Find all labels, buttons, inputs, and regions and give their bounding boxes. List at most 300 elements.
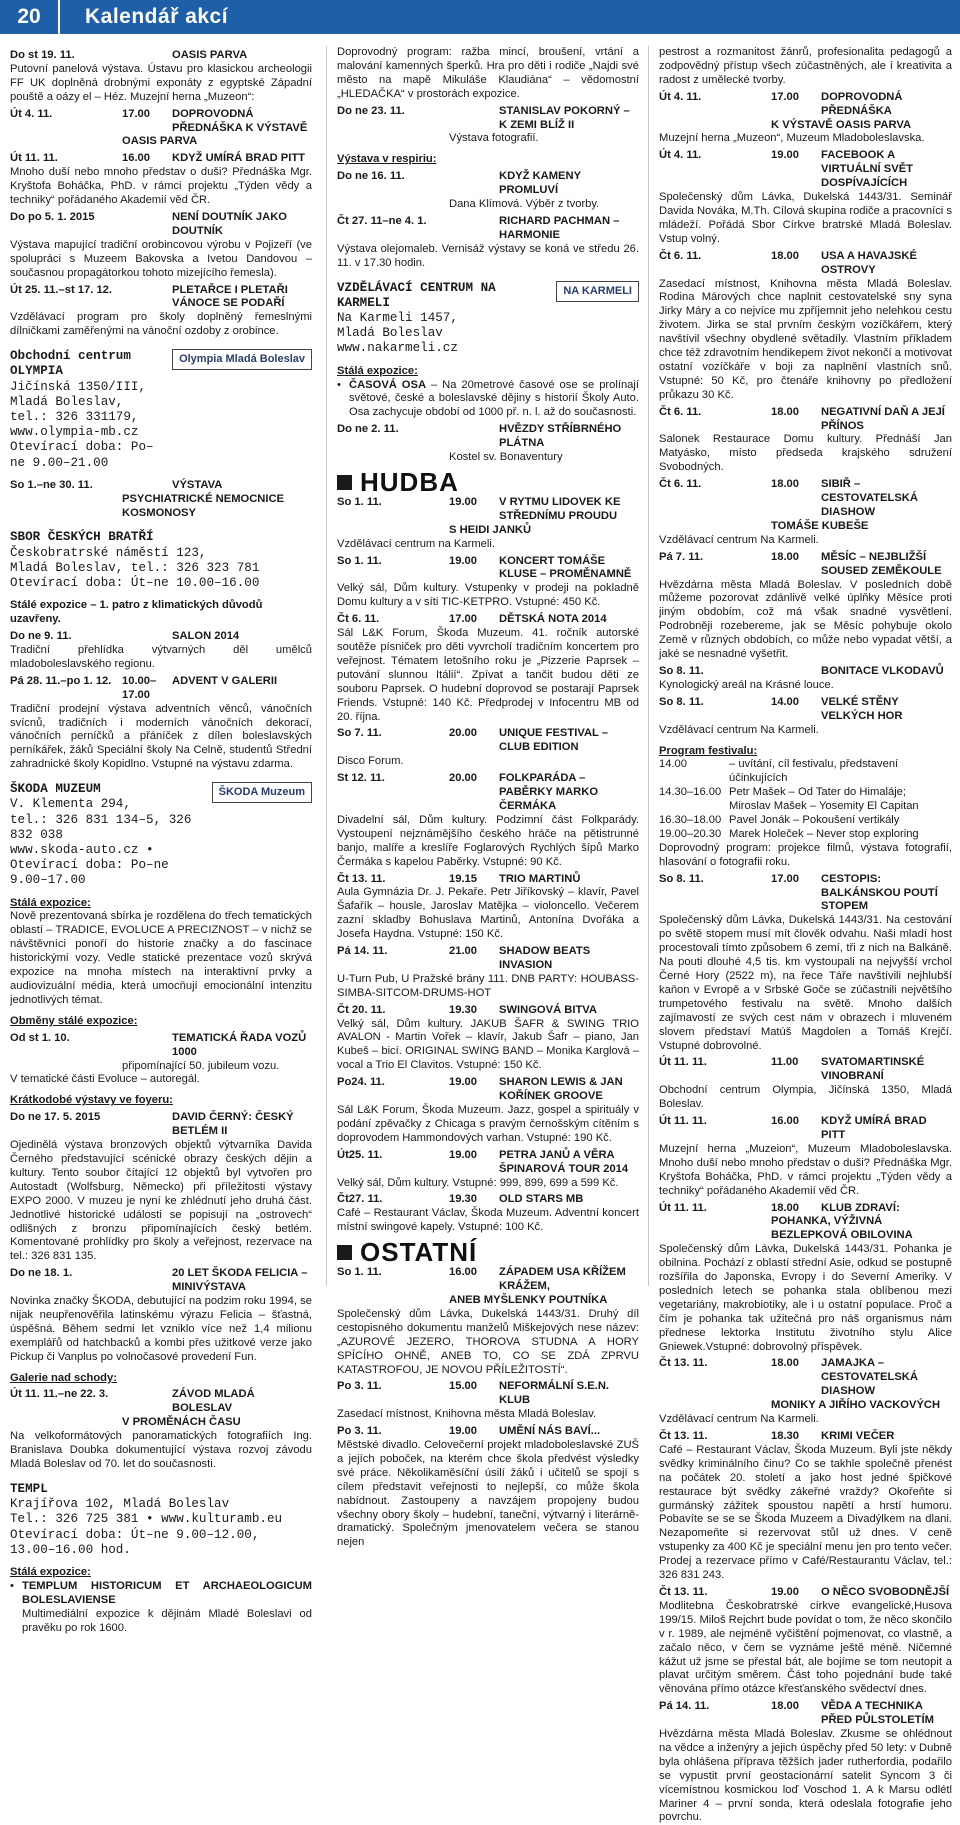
event-title: OLD STARS MB bbox=[499, 1193, 584, 1206]
event-title-continued: S HEIDI JANKŮ bbox=[449, 523, 532, 536]
event-title: BONITACE VLKODAVŮ bbox=[821, 664, 944, 677]
event-time: 19.30 bbox=[449, 1003, 477, 1016]
event-date: So 8. 11. bbox=[659, 872, 704, 885]
section-heading bbox=[337, 466, 639, 497]
event-title: VĚDA A TECHNIKA PŘED PŮLSTOLETÍM bbox=[821, 1700, 934, 1727]
event-row bbox=[10, 630, 312, 644]
event-row bbox=[337, 1076, 639, 1104]
event-date: So 1. 11. bbox=[337, 495, 382, 508]
bullet-dot: • bbox=[10, 1579, 14, 1592]
event-row bbox=[337, 496, 639, 524]
venue-line: Tel.: 326 725 381 • www.kulturamb.eu bbox=[10, 1512, 283, 1527]
venue-line: Otevírací doba: Út–ne 10.00–16.00 bbox=[10, 576, 260, 591]
event-title-continued: MONIKY A JIŘÍHO VACKOVÝCH bbox=[771, 1399, 941, 1412]
event-date: Čt 20. 11. bbox=[337, 1003, 386, 1016]
event-date: So 7. 11. bbox=[337, 727, 382, 740]
event-time bbox=[122, 49, 172, 63]
notice-text: Stálé expozice – 1. patro z klimatických důvodů uzavřeny. bbox=[10, 599, 263, 626]
event-title: ZÁVOD MLADÁ BOLESLAV bbox=[172, 1388, 255, 1415]
event-time: 15.00 bbox=[449, 1380, 477, 1393]
event-time: 16.00 bbox=[122, 152, 150, 165]
venue-line: Českobratrské náměstí 123, bbox=[10, 545, 207, 560]
event-description: Zasedací místnost, Knihovna města Mladá Boleslav. Rodina Márových chce naplnit cestovatelské sny syna Jirky Máry a co nejvíce mu zpříjemnit jeho nelehkou cestu životem. Jirka se stal prvním českým vozíčkářem, který navštívil všechny obydlené světadíly. Vlastním příkladem chce též zdravotním hendikepem život nekončí a motivovat ostatní vozíčkáře v boji za naplnění vlastních snů. Vstupné: 50 Kč, pro čtenáře knihovny po předložení průkazu 30 Kč. bbox=[659, 277, 952, 401]
event-description: Společenský dům Lávka, Dukelská 1443/31. Pohanka je obilnina. Pochází z oblastí střední Asie, odkud se postupně rozšířila do Japonska, Evropy i do Severní Ameriky. V posledních letech se pohanka stala oblíbenou mezi vegetariány, makrobiotiky, ale i u ostatní populace. Proč a čím je pohanka tak užitečná pro náš organismus nám přednese lektorka Institutu životního stylu Alice Gniewek.Vstupné: dobrovolný příspěvek. bbox=[659, 1243, 952, 1353]
event-row bbox=[337, 170, 639, 198]
event-title: TEMATICKÁ ŘADA VOZŮ 1000 bbox=[172, 1031, 307, 1058]
event-time bbox=[449, 423, 499, 451]
event-title: FACEBOOK A VIRTUÁLNÍ SVĚT DOSPÍVAJÍCÍCH bbox=[821, 149, 913, 190]
event-title: NEFORMÁLNÍ S.E.N. KLUB bbox=[499, 1380, 610, 1407]
event-row bbox=[659, 1700, 952, 1728]
venue-name: SBOR ČESKÝCH BRATŘÍ bbox=[10, 530, 154, 545]
section-label: HUDBA bbox=[360, 466, 459, 497]
event-description: Výstava olejomaleb. Vernisáž výstavy se koná ve středu 26. 11. v 17.30 hodin. bbox=[337, 242, 639, 269]
event-time: 19.00 bbox=[449, 1148, 477, 1161]
event-time: 19.00 bbox=[449, 1425, 477, 1438]
event-description: Sál L&K Forum, Škoda Muzeum. Jazz, gospel a spirituály v podání zpěvačky z Chicaga s pravým černošským cítěním s doprovodem Hammondových varhan. Vstupné: 190 Kč. bbox=[337, 1104, 639, 1144]
event-title: KDYŽ UMÍRÁ BRAD PITT bbox=[821, 1115, 927, 1141]
bullet-dot: • bbox=[337, 378, 341, 391]
program-row bbox=[659, 814, 952, 828]
section-subheading: Galerie nad schody: bbox=[10, 1371, 117, 1384]
event-row bbox=[10, 1388, 312, 1416]
event-time bbox=[449, 215, 499, 243]
event-row bbox=[659, 149, 952, 191]
event-title: NENÍ DOUTNÍK JAKO DOUTNÍK bbox=[172, 210, 287, 237]
event-description: Společenský dům Lávka, Dukelská 1443/31. Na cestování po světě stopem musí mít člověk odvahu. Naši mladí host procestovali tímto způsobem 6 zemí, tři z nich na Balkáně. Na pouti dlouhé 4,5 tis. km vystoupali na nejvyšší vrchol Černé Hory (2522 m), na řece Táře navštívili nejhlubší kaňon v Evropě a v Srbské Goče se zúčastnili největšího trumpetového festivalu na světě. Mnoho dalších zajímavostí ze svých cest nám v obrazech i mluveném slovem představí Matúš Magdolen a Tomáš Krejčí. Vstupné dobrovolné. bbox=[659, 914, 952, 1052]
event-description: Tradiční prodejní výstava adventních věnců, vánočních svícnů, tradičních i moderních vánočních dekorací, vánočních perníčků a přáníček z dílen boleslavských perníkářek, žáků Speciální školy Na Celně, studentů Střední zahradnické školy Kopidlno. Vstupné na výstavu zdarma. bbox=[10, 702, 312, 771]
event-title-continued: POHANKA, VÝŽIVNÁ BEZLEPKOVÁ OBILOVINA bbox=[771, 1215, 913, 1242]
event-date: Do st 19. 11. bbox=[10, 49, 75, 61]
event-row bbox=[10, 675, 312, 703]
event-row bbox=[659, 1586, 952, 1600]
event-description: Nově prezentovaná sbírka je rozdělena do třech tematických oblastí – TRADICE, EVOLUCE A PRECIZNOST – v nichž se návštěvníci ponoří do historie značky a do fascinace historickými vozy. Vedle statické prezentace vozů skrývá expozice na mnoha místech na interaktivní prvky a audiovizuální média, která umocňují emocionální intenzitu jednotlivých témat. bbox=[10, 910, 312, 1006]
event-date: Po 3. 11. bbox=[337, 1380, 382, 1393]
event-title: KDYŽ UMÍRÁ BRAD PITT bbox=[172, 152, 305, 165]
event-title: NEGATIVNÍ DAŇ A JEJÍ PŘÍNOS bbox=[821, 405, 945, 432]
program-time: 16.30–18.00 bbox=[659, 814, 722, 827]
event-date: Út 25. 11.–st 17. 12. bbox=[10, 283, 112, 296]
event-date: Čt 13. 11. bbox=[659, 1430, 708, 1442]
event-row bbox=[10, 152, 312, 166]
event-row bbox=[337, 423, 639, 451]
event-date: Po 3. 11. bbox=[337, 1425, 382, 1438]
event-date: Čt 6. 11. bbox=[659, 249, 702, 262]
event-title: SWINGOVÁ BITVA bbox=[499, 1003, 597, 1016]
event-row bbox=[659, 696, 952, 724]
bullet-text: – Na 20metrové časové ose se prolínají světové, české a boleslavské dějiny s historií Školy Auto. Osa zachycuje období od 1000 př. n. l. až do současnosti. bbox=[349, 378, 640, 419]
venue-logo: Olympia Mladá Boleslav bbox=[172, 349, 312, 370]
event-date: Út 11. 11. bbox=[659, 1056, 707, 1069]
venue-block bbox=[337, 281, 639, 357]
venue-line: Krajířova 102, Mladá Boleslav bbox=[10, 1497, 230, 1512]
event-title: TRIO MARTINŮ bbox=[499, 872, 581, 885]
event-title-continued: V PROMĚNÁCH ČASU bbox=[122, 1416, 241, 1429]
event-time: 17.00 bbox=[771, 90, 799, 103]
event-description: Vzdělávací centrum Na Karmeli. bbox=[659, 1413, 819, 1426]
event-time: 16.00 bbox=[449, 1266, 477, 1279]
event-date: Čt 13. 11. bbox=[659, 1585, 708, 1598]
event-date: Čt 27. 11–ne 4. 1. bbox=[337, 214, 427, 227]
event-row bbox=[659, 665, 952, 679]
venue-block bbox=[10, 782, 312, 888]
venue-name: TEMPL bbox=[10, 1481, 48, 1496]
section-subheading: Krátkodobé výstavy ve foyeru: bbox=[10, 1094, 173, 1107]
event-row bbox=[10, 1032, 312, 1060]
section-label: OSTATNÍ bbox=[360, 1236, 478, 1267]
column-middle bbox=[337, 46, 640, 1549]
event-description: Muzejní herna „Muzeon“, Muzeum Mladoboleslavska. bbox=[659, 132, 925, 145]
event-row bbox=[337, 1149, 639, 1177]
program-item: – uvítání, cíl festivalu, představení účinkujících bbox=[729, 758, 899, 785]
venue-line: www.skoda-auto.cz • Otevírací doba: Po–ne 9.00–17.00 bbox=[10, 842, 169, 888]
program-item: Petr Mašek – Od Tater do Himaláje; bbox=[729, 786, 907, 799]
section-square bbox=[337, 475, 352, 490]
event-time: 18.00 bbox=[771, 1700, 799, 1713]
event-title: SVATOMARTINSKÉ VINOBRANÍ bbox=[821, 1056, 925, 1083]
event-date: Pá 28. 11.–po 1. 12. bbox=[10, 674, 112, 687]
event-description: Obchodní centrum Olympia, Jičínská 1350, Mladá Boleslav. bbox=[659, 1084, 952, 1111]
event-title-continued: TOMÁŠE KUBEŠE bbox=[771, 519, 869, 532]
section-subheading: Obměny stálé expozice: bbox=[10, 1014, 138, 1027]
event-description: Mnoho duší nebo mnoho představ o duši? Přednáška Mgr. Kryštofa Boháčka, PhD. v rámci projektu „Týden vědy a techniky“ pořádaného Akademií věd ČR. bbox=[10, 166, 312, 207]
event-row bbox=[659, 1115, 952, 1143]
event-row bbox=[337, 215, 639, 243]
section-heading bbox=[337, 1236, 639, 1267]
section-subheading: Stálá expozice: bbox=[10, 1565, 91, 1578]
event-time bbox=[449, 105, 499, 133]
event-date: Čt 6. 11. bbox=[659, 478, 702, 491]
venue-line: Jičínská 1350/III, Mladá Boleslav, bbox=[10, 379, 147, 409]
event-description: Café – Restaurant Václav, Škoda Muzeum. Byli jste někdy svědky kriminálního činu? Co se takhle společně přenést na počátek 20. století a jako host jedné špičkové restaurace být svědky zákeřné vraždy? Okořeňte si gurmánský zážitek spoustou napětí a hrstí humoru. Pobavíte se se se Škoda Muzeem a Divadýlkem na dlani. Nezapomeňte si rezervovat stůl už dnes. V ceně vstupenky za 400 Kč je speciální menu jen pro tento večer. Prodej a rezervace přímo v Café/Restaurantu Václav, tel.: 326 831 243. bbox=[659, 1443, 952, 1582]
section-subheading: Stálá expozice: bbox=[337, 364, 418, 377]
event-date: Do ne 17. 5. 2015 bbox=[10, 1111, 101, 1124]
venue-line: V. Klementa 294, bbox=[10, 797, 131, 812]
event-time: 21.00 bbox=[449, 945, 477, 958]
event-time bbox=[122, 1032, 172, 1060]
event-description: U-Turn Pub, U Pražské brány 111. DNB PARTY: HOUBASS-SIMBA-SITCOM-DRUMS-HOT bbox=[337, 972, 639, 999]
event-subtitle: Kostel sv. Bonaventury bbox=[449, 451, 563, 464]
event-row bbox=[659, 873, 952, 915]
event-title: VELKÉ STĚNY VELKÝCH HOR bbox=[821, 695, 903, 722]
bullet-item bbox=[337, 379, 639, 421]
event-title: UMĚNÍ NÁS BAVÍ... bbox=[499, 1425, 601, 1438]
page-title: Kalendář akcí bbox=[85, 5, 229, 28]
event-time: 19.00 bbox=[449, 1076, 477, 1089]
event-title: PETRA JANŮ A VĚRA ŠPINAROVÁ TOUR 2014 bbox=[499, 1148, 629, 1175]
event-row bbox=[659, 1357, 952, 1399]
event-description: Vzdělávací centrum Na Karmeli. bbox=[659, 723, 819, 736]
venue-line: Mladá Boleslav bbox=[337, 326, 443, 341]
event-row bbox=[659, 1056, 952, 1084]
event-date: Út25. 11. bbox=[337, 1148, 383, 1161]
venue-block bbox=[10, 530, 312, 591]
event-time: 19.15 bbox=[449, 872, 477, 885]
event-time: 18.00 bbox=[771, 1357, 799, 1370]
event-row bbox=[659, 406, 952, 434]
program-item: Pavel Jonák – Pokoušení vertikály bbox=[729, 814, 900, 827]
event-date: Čt 6. 11. bbox=[659, 405, 702, 418]
event-title: JAMAJKA – CESTOVATELSKÁ DIASHOW bbox=[821, 1357, 918, 1398]
event-description: Café – Restaurant Václav, Škoda Muzeum. Adventní koncert místní swingové kapely. Vstupné: 100 Kč. bbox=[337, 1207, 639, 1234]
event-date: Do ne 2. 11. bbox=[337, 423, 399, 436]
event-time: 19.00 bbox=[449, 554, 477, 567]
event-row bbox=[10, 479, 312, 493]
event-description: Divadelní sál, Dům kultury. Podzimní část Folkparády. Vystoupení nejznámějšího českého hráče na pětistrunné banjo, malíře a kreslíře Foglarových Rychlých šípů Marko Čermáka s kapelou Paběrky. Vstupné: 90 Kč. bbox=[337, 813, 639, 868]
event-date: Čt 13. 11. bbox=[659, 1357, 708, 1370]
event-time: 18.00 bbox=[771, 405, 799, 418]
event-title: KONCERT TOMÁŠE KLUSE – PROMĚNAMNĚ bbox=[499, 554, 632, 581]
event-time bbox=[122, 1111, 172, 1139]
bullet-item bbox=[10, 1580, 312, 1636]
bullet-title: TEMPLUM HISTORICUM ET ARCHAEOLOGICUM BOLESLAVIENSE bbox=[22, 1579, 312, 1606]
event-date: Út 11. 11. bbox=[659, 1201, 707, 1214]
event-row bbox=[337, 727, 639, 755]
column-divider bbox=[326, 46, 327, 1286]
event-date: Pá 7. 11. bbox=[659, 550, 704, 563]
event-time bbox=[771, 665, 821, 679]
event-description: Společenský dům Lávka, Dukelská 1443/31. Druhý díl cestopisného dokumentu manželů Miškejových nese název: „AZUROVÉ JEZERO, THOROVA STUDNA A HORY SPÍCÍHO OHNĚ, ANEB TO, CO SE ZDÁ ZPRVU KATASTROFOU, JE NOVOU PŘÍLEŽITOSTÍ“. bbox=[337, 1307, 639, 1376]
event-description: Vzdělávací centrum Na Karmeli. bbox=[659, 533, 819, 546]
event-description: Novinka značky ŠKODA, debutující na podzim roku 1994, se nijak neupřenověřila latinskému výrazu Felicia – šťastná, úspěšná. Během sedmi let vzniklo více než 1,4 milionu exemplářů od hatchbacků a kombi přes užitkové verze jako Pickup či Vanplus po volnočasové provedení Fun. bbox=[10, 1295, 312, 1363]
event-date: So 8. 11. bbox=[659, 664, 704, 677]
event-description: Ojedinělá výstava bronzových objektů výtvarníka Davida Černého představující scénické obrazy českých dějin a kultury. Tento soubor čítající 12 objektů byl vytvořen pro Autostadt (Wolfsburg, Německo) při příležitosti výstavy EXPO 2000. V muzeu je nyní ke zhlédnutí jeho druhá část. Jednotlivé historické události se popisují na „ostrovech“ odlišných z bronzu připomínajících český betlém. Komentované prohlídky pro školy a veřejnost, rezervace na tel.: 326 831 135. bbox=[10, 1139, 312, 1263]
event-description: Modlitebna Českobratrské církve evangelické,Husova 199/15. Miloš Rejchrt bude povídat o tom, že něco skončilo v r. 1989, ale nejméně vyčištění pojmenovat, co vlastně, a začalo něco, v čem se vyznáme ještě méně. Ničemné kážut už jsme se přestal bát, ale bojíme se tom neutopit a plavat určitým směrem. Část toho pojednání bude také věnována přímo otázce křesťanského svědectví dnes. bbox=[659, 1599, 952, 1696]
event-time: 17.00 bbox=[122, 107, 150, 120]
event-description: Velký sál, Dům kultury. JAKUB ŠAFR & SWING TRIO AVALON - Martin Vořek – klavír, Jakub Šafr – piano, Jan Kubeš – bicí. ORIGINAL SWING BAND – Monika Karglová – vocal a Trio El Clavitos. Vstupné: 150 Kč. bbox=[337, 1017, 639, 1072]
event-date: St 12. 11. bbox=[337, 772, 385, 785]
venue-line: Mladá Boleslav, tel.: 326 323 781 bbox=[10, 560, 260, 575]
event-title: O NĚCO SVOBODNĚJŠÍ bbox=[821, 1585, 950, 1598]
column-left bbox=[10, 46, 312, 1634]
event-time bbox=[122, 284, 172, 312]
program-time: 19.00–20.30 bbox=[659, 827, 722, 840]
event-title: DOPROVODNÁ PŘEDNÁŠKA bbox=[821, 90, 903, 117]
event-title: MĚSÍC – NEJBLIŽŠÍ SOUSED ZEMĚKOULE bbox=[821, 550, 942, 577]
program-time bbox=[659, 800, 729, 814]
event-row bbox=[337, 555, 639, 583]
program-item: Miroslav Mašek – Yosemity El Capitan bbox=[729, 800, 919, 813]
event-title: FOLKPARÁDA – PABĚRKY MARKO ČERMÁKA bbox=[499, 772, 599, 812]
event-description: Společenský dům Lávka, Dukelská 1443/31. Seminář Davida Nováka, M.Th. Cílová skupina rodiče a pracovníci s mládeží. Pořádá Sbor Církve bratrské Mladá Boleslav. Vstup volný. bbox=[659, 191, 952, 245]
event-row bbox=[337, 772, 639, 814]
section-square bbox=[337, 1245, 352, 1260]
event-row bbox=[10, 49, 312, 63]
event-row bbox=[337, 1193, 639, 1207]
event-date: Út 4. 11. bbox=[659, 149, 702, 162]
event-description: Hvězdárna města Mladá Boleslav. Zkusme se ohlédnout na vědce a inženýry a jejich úspěchy před 50 lety: v Dubně byla ohlášena příprava těžších jader rutherfordia, podařilo se vypustit první geostacionární satelit Syncom 3 či vícemístnou kosmickou loď Voschod 1. A k Marsu odlétl Mariner 4 – první sonda, která odeslala fotografie jeho povrchu. bbox=[659, 1728, 952, 1824]
event-row bbox=[337, 1425, 639, 1439]
event-row bbox=[659, 478, 952, 520]
event-date: Do ne 23. 11. bbox=[337, 104, 405, 117]
event-description: Vzdělávací centrum na Karmeli. bbox=[337, 537, 495, 550]
event-description: Doprovodný program: projekce filmů, výstava fotografií, hlasování o fotografii roku. bbox=[659, 841, 952, 868]
event-title: ADVENT V GALERII bbox=[172, 674, 278, 687]
venue-name: Obchodní centrum OLYMPIA bbox=[10, 349, 131, 379]
event-title: KRIMI VEČER bbox=[821, 1430, 895, 1442]
event-row bbox=[659, 551, 952, 579]
event-title: DAVID ČERNÝ: ČESKÝ BETLÉM II bbox=[172, 1111, 294, 1138]
event-time: 19.00 bbox=[771, 149, 799, 162]
section-subheading: Program festivalu: bbox=[659, 744, 758, 757]
event-time bbox=[122, 211, 172, 239]
venue-line: www.nakarmeli.cz bbox=[337, 341, 458, 356]
event-description: V tematické části Evoluce – autoregál. bbox=[10, 1073, 200, 1086]
event-subtitle: Dana Klímová. Výběr z tvorby. bbox=[449, 198, 600, 211]
event-row bbox=[337, 1266, 639, 1294]
column-divider bbox=[648, 46, 649, 1286]
event-time: 16.00 bbox=[771, 1115, 799, 1128]
venue-line: Otevírací doba: Po–ne 9.00–21.00 bbox=[10, 440, 154, 470]
event-description: Velký sál, Dům kultury. Vstupenky v prodeji na pokladně Domu kultury a v síti TIC-KETPRO. Vstupné: 450 Kč. bbox=[337, 582, 639, 609]
event-description: Kynologický areál na Krásné louce. bbox=[659, 678, 834, 691]
event-row bbox=[659, 250, 952, 278]
event-description: Tradiční přehlídka výtvarných děl umělců mladoboleslavského regionu. bbox=[10, 644, 312, 670]
event-date: Čt 13. 11. bbox=[337, 872, 386, 885]
event-date: So 1.–ne 30. 11. bbox=[10, 478, 93, 491]
event-time: 18.30 bbox=[771, 1430, 799, 1442]
venue-name: ŠKODA MUZEUM bbox=[10, 782, 101, 797]
event-description: Salonek Restaurace Domu kultury. Přednáší Jan Matyásko, místo předseda krajského sdružení Svobodných. bbox=[659, 433, 952, 474]
venue-logo: NA KARMELI bbox=[556, 281, 639, 302]
event-row bbox=[10, 108, 312, 136]
event-row bbox=[337, 1380, 639, 1408]
event-time: 20.00 bbox=[449, 772, 477, 785]
event-title: UNIQUE FESTIVAL – CLUB EDITION bbox=[499, 727, 608, 754]
event-date: Po24. 11. bbox=[337, 1076, 385, 1089]
event-description: Zasedací místnost, Knihovna města Mladá Boleslav. bbox=[337, 1408, 597, 1421]
event-title-continued: OASIS PARVA bbox=[122, 135, 198, 148]
event-time bbox=[122, 479, 172, 493]
event-time: 10.00–17.00 bbox=[122, 674, 157, 701]
venue-logo: ŠKODA Muzeum bbox=[212, 782, 312, 803]
event-description: Hvězdárna města Mladá Boleslav. V posledních době můžeme pozorovat zdánlivě velké úplňky Měsíce proti jiným obdobím, což má však snadné vysvětlení. Podrobněji rozebereme, jak se Měsíc pohybuje okolo Země v různých obdobích, co může nebo vypadat větší, a jaké se nesnadné vyšetřit. bbox=[659, 578, 952, 661]
event-time: 18.00 bbox=[771, 249, 799, 262]
event-date: Čt 6. 11. bbox=[337, 613, 380, 626]
venue-block bbox=[10, 349, 312, 471]
event-date: Do ne 18. 1. bbox=[10, 1267, 73, 1280]
event-title: VÝSTAVA bbox=[172, 478, 223, 491]
event-date: Pá 14. 11. bbox=[337, 945, 388, 958]
program-row bbox=[659, 800, 952, 814]
event-date: Út 11. 11. bbox=[659, 1115, 707, 1128]
event-title: SIBIŘ – CESTOVATELSKÁ DIASHOW bbox=[821, 478, 918, 518]
program-item: Marek Holeček – Never stop exploring bbox=[729, 827, 919, 840]
event-title: SHADOW BEATS INVASION bbox=[499, 945, 591, 971]
event-time bbox=[122, 1267, 172, 1295]
event-title-continued: ANEB MYŠLENKY POUTNÍKA bbox=[449, 1293, 608, 1306]
program-row bbox=[659, 758, 952, 786]
event-row bbox=[10, 1111, 312, 1139]
event-time: 18.00 bbox=[771, 550, 799, 563]
event-time bbox=[122, 630, 172, 644]
program-row bbox=[659, 828, 952, 842]
event-date: Út 11. 11.–ne 22. 3. bbox=[10, 1388, 109, 1401]
venue-name: VZDĚLÁVACÍ CENTRUM NA KARMELI bbox=[337, 280, 496, 310]
event-date: Út 11. 11. bbox=[10, 152, 58, 165]
column-right bbox=[659, 46, 952, 1824]
event-title-continued: PSYCHIATRICKÉ NEMOCNICE KOSMONOSY bbox=[122, 492, 285, 519]
event-row bbox=[10, 211, 312, 239]
event-description: Vzdělávací program pro školy doplněný řemeslnými dílničkami zaměřenými na vánoční ozdoby z orobince. bbox=[10, 311, 312, 338]
event-title: ZÁPADEM USA KŘÍŽEM KRÁŽEM, bbox=[499, 1266, 626, 1293]
event-title: HVĚZDY STŘÍBRNÉHO PLÁTNA bbox=[499, 423, 622, 450]
venue-block bbox=[10, 1482, 312, 1558]
event-date: Út 4. 11. bbox=[10, 107, 53, 120]
program-time: 14.00 bbox=[659, 758, 687, 771]
event-subtitle: Výstava fotografií. bbox=[449, 132, 539, 145]
event-description: Putovní panelová výstava. Ústavu pro klasickou archeologii FF UK doplněná drobnými exponáty z egyptské Západní pouště a oázy el – Héz. Muzejní herna „Muzeon“: bbox=[10, 62, 312, 103]
event-title: SALON 2014 bbox=[172, 630, 240, 643]
event-title: DOPROVODNÁ PŘEDNÁŠKA K VÝSTAVĚ bbox=[172, 107, 308, 134]
event-date: Do po 5. 1. 2015 bbox=[10, 210, 95, 223]
event-title: PLETAŘCE I PLETAŘI VÁNOCE SE PODAŘÍ bbox=[172, 283, 288, 310]
event-row bbox=[659, 1202, 952, 1216]
event-title: CESTOPIS: BALKÁNSKOU POUTÍ STOPEM bbox=[821, 872, 938, 913]
event-title: USA A HAVAJSKÉ OSTROVY bbox=[821, 249, 917, 276]
event-time: 18.00 bbox=[771, 1201, 799, 1214]
event-date: Do ne 9. 11. bbox=[10, 630, 72, 643]
event-description: Výstava mapující tradiční orobincovou výrobu v Pojizeří (ve spolupráci s Muzeem Bakovska a Ivetou Dandovou – současnou propagátorkou tohoto mizejícího řemesla). bbox=[10, 238, 312, 279]
page-number: 20 bbox=[0, 0, 60, 34]
event-time bbox=[122, 1388, 172, 1416]
bullet-text: Multimediální expozice k dějinám Mladé Boleslavi od pravěku po rok 1600. bbox=[22, 1607, 312, 1634]
event-time bbox=[449, 170, 499, 198]
event-time: 14.00 bbox=[771, 695, 799, 708]
event-time: 17.00 bbox=[449, 613, 477, 626]
program-row bbox=[659, 786, 952, 800]
venue-line: Otevírací doba: Út–ne 9.00–12.00, 13.00–16.00 hod. bbox=[10, 1527, 260, 1557]
event-row bbox=[337, 873, 639, 887]
venue-line: Na Karmeli 1457, bbox=[337, 311, 458, 325]
event-time: 17.00 bbox=[771, 872, 799, 885]
event-date: So 8. 11. bbox=[659, 695, 704, 708]
event-row bbox=[337, 105, 639, 133]
section-subheading: Stálá expozice: bbox=[10, 896, 91, 909]
event-title: OASIS PARVA bbox=[172, 49, 248, 61]
section-subheading: Výstava v respiriu: bbox=[337, 153, 437, 166]
event-description: Disco Forum. bbox=[337, 755, 404, 768]
event-description: Sál L&K Forum, Škoda Muzeum. 41. ročník autorské soutěže písniček pro děti vyvrcholí tradičním koncertem pro veřejnost. Tématem letošního roku je „Pizzerie Paprsek – putování slunnou Itálií“. Zpívat a tančit budou děti ze souboru Paprsek. O hudební doprovod se postarají Paprsek Friends. Vstupné: 140 Kč. Předprodej v Infocentru MB od 20. října. bbox=[337, 627, 639, 723]
event-date: Čt27. 11. bbox=[337, 1193, 383, 1206]
event-title: V RYTMU LIDOVEK KE STŘEDNÍMU PROUDU bbox=[499, 495, 621, 522]
event-row bbox=[337, 613, 639, 627]
event-row bbox=[659, 1430, 952, 1444]
event-description: Aula Gymnázia Dr. J. Pekaře. Petr Jiříkovský – klavír, Pavel Šafařík – housle, Jaroslav Matějka – violoncello. Večerem zazní skladby Bohuslava Martinů, Antonína Dvořáka a Josefa Haydna. Vstupné: 150 Kč. bbox=[337, 886, 639, 941]
event-date: So 1. 11. bbox=[337, 554, 382, 567]
event-date: So 1. 11. bbox=[337, 1266, 382, 1279]
event-row bbox=[10, 1267, 312, 1295]
event-date: Od st 1. 10. bbox=[10, 1031, 70, 1044]
event-time: 19.00 bbox=[771, 1585, 799, 1598]
event-date: Do ne 16. 11. bbox=[337, 170, 405, 183]
event-description: Na velkoformátových panoramatických fotografiích Ing. Branislava Doubka dokumentující výstava rozvoj závodu Mladá Boleslav od 70. let do současnosti. bbox=[10, 1430, 312, 1471]
event-date: Út 4. 11. bbox=[659, 90, 702, 103]
event-title: KLUB ZDRAVÍ: bbox=[821, 1201, 900, 1214]
event-title: 20 LET ŠKODA FELICIA – MINIVÝSTAVA bbox=[172, 1267, 308, 1294]
venue-line: tel.: 326 331179, www.olympia-mb.cz bbox=[10, 409, 139, 440]
program-time: 14.30–16.00 bbox=[659, 786, 722, 799]
event-time: 19.30 bbox=[449, 1193, 477, 1206]
event-row bbox=[659, 91, 952, 119]
event-date: Pá 14. 11. bbox=[659, 1700, 710, 1713]
event-time: 18.00 bbox=[771, 478, 799, 491]
event-title-continued: K VÝSTAVĚ OASIS PARVA bbox=[771, 118, 912, 131]
event-description: Doprovodný program: ražba mincí, broušení, vrtání a malování kamenných šperků. Hra pro děti i rodiče „Najdi své město na mapě Mikuláše Klaudiána“ – vědomostní „HLEDAČKA“ v prostorách expozice. bbox=[337, 46, 639, 100]
event-title: DĚTSKÁ NOTA 2014 bbox=[499, 613, 607, 626]
event-time: 11.00 bbox=[771, 1056, 799, 1069]
event-description: pestrost a rozmanitost žánrů, profesionalita pedagogů a zodpovědný přístup všech zúčastněných, ale i kreativita a radost z umělecké tvorby. bbox=[659, 46, 952, 86]
